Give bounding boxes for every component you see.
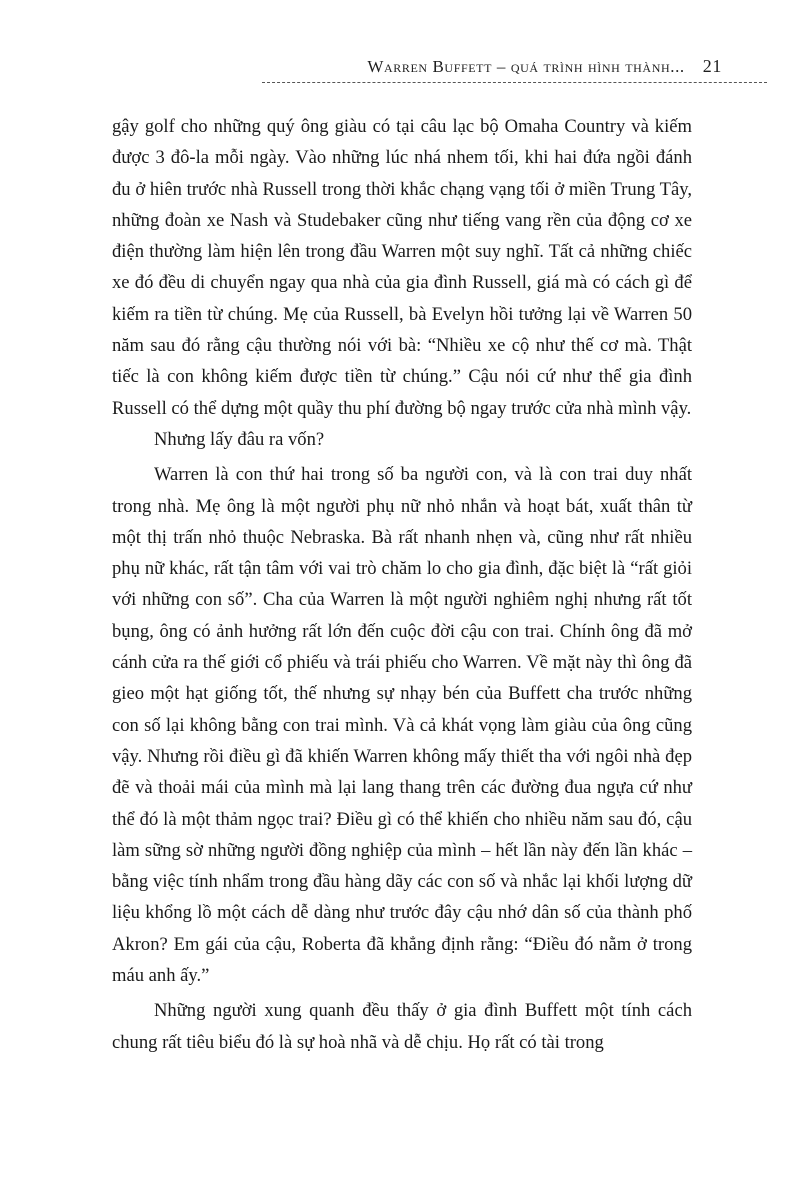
paragraph-warren-family: Warren là con thứ hai trong số ba người con, và là con trai duy nhất trong nhà. Mẹ ông là một người phụ nữ nhỏ nhắn và hoạt bát, xuất thân từ một thị trấn nhỏ thuộc Nebraska. Bà rất nhanh nhẹn và, cũng như rất nhiều phụ nữ khác, rất tận tâm với vai trò chăm lo cho gia đình, đặc biệt là “rất giỏi với những con số”. Cha của Warren là một người nghiêm nghị nhưng rất tốt bụng, ông có ảnh hưởng rất lớn đến cuộc đời cậu con trai. Chính ông đã mở cánh cửa ra thế giới cổ phiếu và trái phiếu cho Warren. Về mặt này thì ông đã gieo một hạt giống tốt, thế nhưng sự nhạy bén của Buffett cha trước những con số lại không bằng con trai mình. Và cả khát vọng làm giàu của ông cũng vậy. Nhưng rồi điều gì đã khiến Warren không mấy thiết tha với ngôi nhà đẹp đẽ và thoải mái của mình mà lại lang thang trên các đường đua ngựa cứ như thể đó là một thảm ngọc trai? Điều gì có thể khiến cho nhiều năm sau đó, cậu làm sững sờ những người đồng nghiệp của mình – hết lần này đến lần khác – bằng việc tính nhẩm trong đầu hàng dãy các con số và nhắc lại khối lượng dữ liệu khổng lồ một cách dễ dàng như trước đây cậu nhớ dân số của thành phố Akron? Em gái của cậu, Roberta đã khẳng định rằng: “Điều đó nằm ở trong máu anh ấy.”	[112, 464, 692, 987]
running-title: Warren Buffett – quá trình hình thành...	[367, 57, 685, 76]
header-divider	[262, 82, 767, 83]
paragraph-continued: gậy golf cho những quý ông giàu có tại câu lạc bộ Omaha Country và kiếm được 3 đô-la mỗi ngày. Vào những lúc nhá nhem tối, khi hai đứa ngồi đánh đu ở hiên trước nhà Russell trong thời khắc chạng vạng tối ở miền Trung Tây, những đoàn xe Nash và Studebaker cũng như tiếng vang rền của động cơ xe điện thường làm hiện lên trong đầu Warren một suy nghĩ. Tất cả những chiếc xe đó đều di chuyển ngay qua nhà của gia đình Russell, giá mà có cách gì để kiếm ra tiền từ chúng. Mẹ của Russell, bà Evelyn hồi tưởng lại về Warren 50 năm sau đó rằng cậu thường nói với bà: “Nhiều xe cộ như thế cơ mà. Thật tiếc là con không kiếm được tiền từ chúng.” Cậu nói cứ như thể gia đình Russell có thể dựng một quầy thu phí đường bộ ngay trước cửa nhà mình vậy.	[112, 116, 692, 419]
paragraph-question: Nhưng lấy đâu ra vốn?	[154, 428, 325, 450]
running-header	[262, 56, 722, 84]
paragraph-buffett-traits: Những người xung quanh đều thấy ở gia đình Buffett một tính cách chung rất tiêu biểu đó là sự hoà nhã và dễ chịu. Họ rất có tài trong	[112, 1000, 692, 1053]
page-number: 21	[702, 56, 722, 76]
body-text	[112, 111, 692, 1058]
